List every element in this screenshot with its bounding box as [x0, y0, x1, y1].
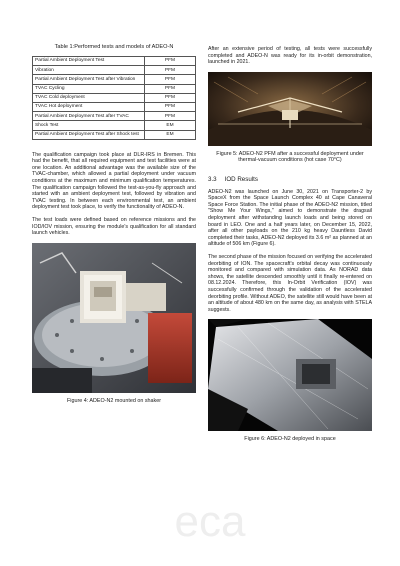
section-number: 3.3 [208, 175, 217, 183]
test-name-cell: Vibration [33, 66, 145, 75]
tests-table [32, 56, 196, 140]
left-paragraph-1: The qualification campaign took place at DLR-IRS in Bremen. This had the benefit, that all required equipment and test facilities were at one location. An additional advantage was the available size of the TVAC-chamber, which allowed a partial deployment under vacuum conditions at the maximum and minimum qualification temperatures. The qualification campaign followed the test-as-you-fly approach and started with an ambient deployment test, followed by vibration and TVAC testing. In between each environmental test, an ambient deployment test took place, to verify the functionality of ADEO-N. [32, 151, 196, 211]
test-name-cell: Shock Test [33, 121, 145, 130]
shaker-photo [32, 243, 196, 393]
model-cell: PFM [145, 93, 196, 102]
figure-4-image [32, 243, 196, 393]
model-cell: PFM [145, 84, 196, 93]
model-cell: PFM [145, 102, 196, 111]
figure-5-caption: Figure 5: ADEO-N2 PFM after a successful deployment under thermal-vacuum conditions (hot case 70°C) [216, 150, 364, 164]
model-cell: PFM [145, 57, 196, 66]
table-row [33, 75, 196, 84]
test-name-cell: TVAC Hot deployment [33, 102, 145, 111]
right-intro: After an extensive period of testing, all tests were successfully completed and ADEO-N was ready for its in-orbit demonstration, launched in 2021. [208, 46, 372, 66]
left-column [32, 44, 196, 404]
table-row [33, 130, 196, 139]
space-deployment-photo [208, 319, 372, 431]
table-row [33, 121, 196, 130]
figure-4-caption: Figure 4: ADEO-N2 mounted on shaker [66, 397, 162, 404]
figure-6-image [208, 319, 372, 431]
table-row [33, 84, 196, 93]
test-name-cell: Partial Ambient Deployment Test [33, 57, 145, 66]
section-title: IOD Results [224, 175, 258, 183]
table-row [33, 93, 196, 102]
test-name-cell: TVAC Cycling [33, 84, 145, 93]
model-cell: PFM [145, 75, 196, 84]
model-cell: PFM [145, 112, 196, 121]
model-cell: EM [145, 130, 196, 139]
test-name-cell: TVAC Cold deployment [33, 93, 145, 102]
table-row [33, 112, 196, 121]
figure-6-caption: Figure 6: ADEO-N2 deployed in space [244, 436, 336, 443]
right-paragraph-2: The second phase of the mission focused on verifying the accelerated deorbiting of ION. The spacecraft's orbital decay was continuously monitored and compared with simulation data. As NORAD data shows, the satellite descended smoothly until it finally re-entered on 08.12.2024. Therefore, this In-Orbit Verification (IOV) was successfully confirmed through the validation of the accelerated deorbiting profile. Without ADEO, the satellite still would have been at an altitude of about 480 km on the same day, as analysis with STELA suggests. [208, 253, 373, 313]
test-name-cell: Partial Ambient Deployment Test after Vibration [33, 75, 145, 84]
right-column [208, 44, 372, 443]
svg-text:eca: eca [174, 497, 246, 546]
right-paragraph-1: ADEO-N2 was launched on June 30, 2021 on Transporter-2 by SpaceX from the Space Launch Complex 40 at Cape Canaveral Space Force Station. The initial phase of the ADEO-N2 mission, titled "Show Me Your Wings," aimed to demonstrate the dragsail deployment after withstanding launch loads and being stored on board in LEO. One and a half years later, on December 15, 2022, after all other payloads on the 210 kg heavy Dauntless David completed their tasks, ADEO-N2 deployed its 3.6 m² as planned at an altitude of 506 km (Figure 6). [208, 188, 372, 248]
test-name-cell: Partial Ambient Deployment Test after Shock test [33, 130, 145, 139]
table-row [33, 66, 196, 75]
model-cell: PFM [145, 66, 196, 75]
tvac-photo [208, 72, 372, 146]
section-heading [208, 176, 372, 183]
table-caption: Table 1:Performed tests and models of ADEO-N [54, 44, 174, 50]
test-name-cell: Partial Ambient Deployment Test after TVAC [33, 112, 145, 121]
left-paragraph-2: The test loads were defined based on reference missions and the IOD/IOV mission, ensuring the module's qualification for all standard launch vehicles. [32, 217, 196, 237]
table-row [33, 102, 196, 111]
model-cell: EM [145, 121, 196, 130]
watermark-logo [150, 488, 270, 558]
table-row [33, 57, 196, 66]
figure-5-image [208, 72, 372, 146]
